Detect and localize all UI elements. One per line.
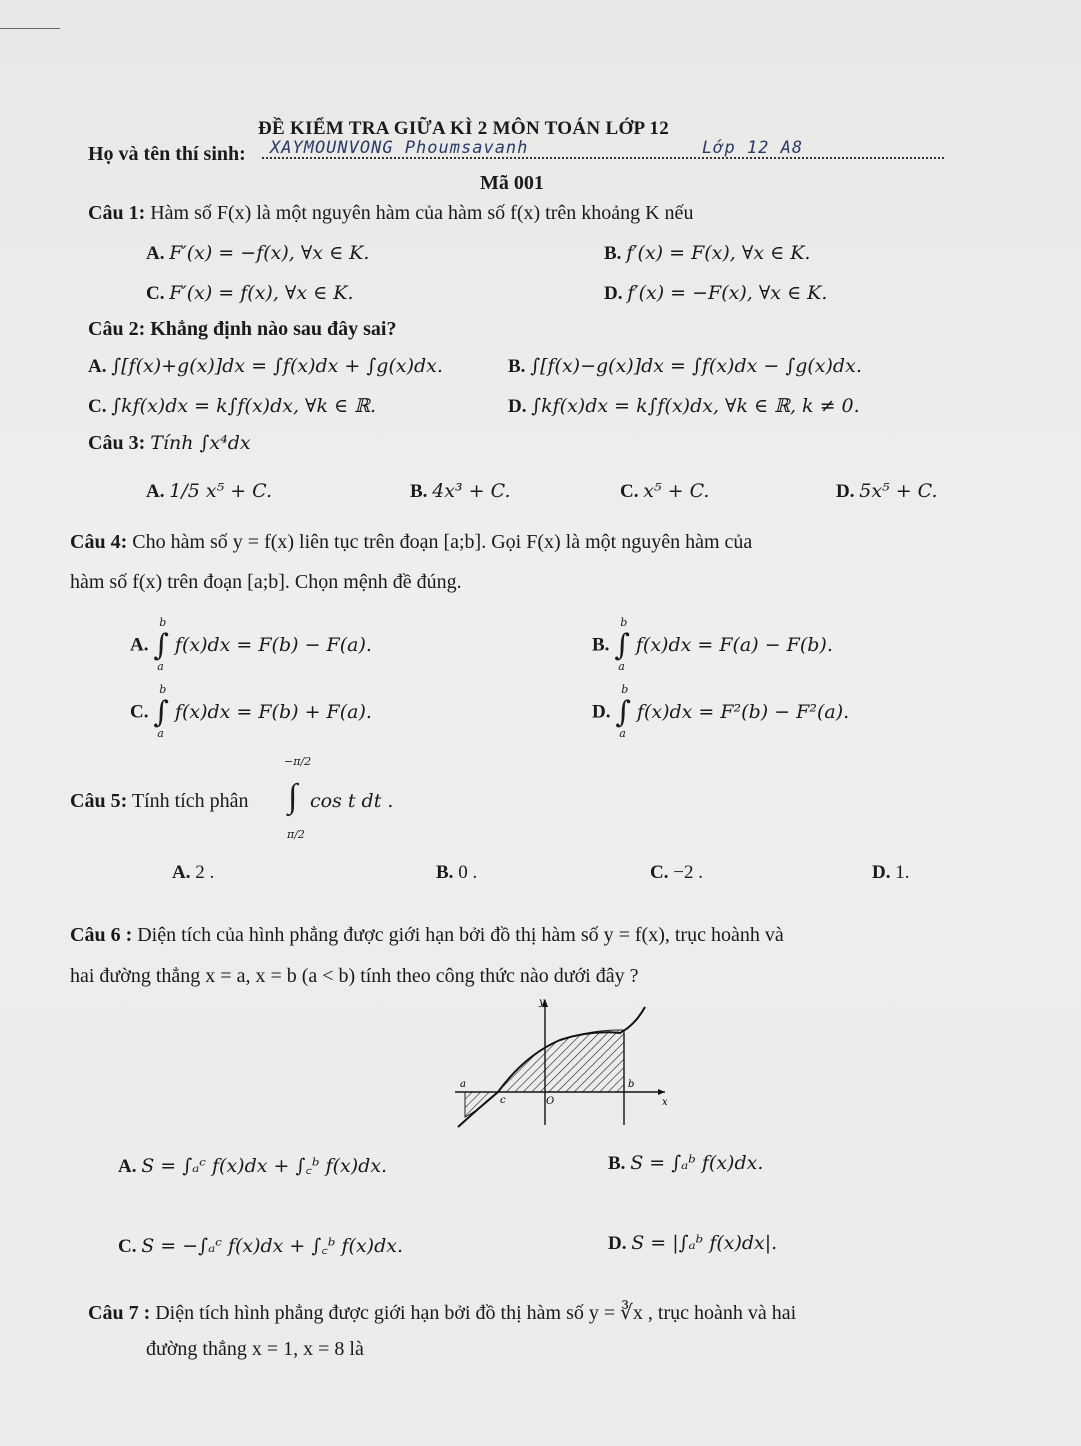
q4-text1: Cho hàm số y = f(x) liên tục trên đoạn [a;b]. Gọi F(x) là một nguyên hàm của	[132, 531, 753, 553]
q6-option-c[interactable]: C. S = −∫ₐᶜ f(x)dx + ∫꜀ᵇ f(x)dx.	[118, 1235, 403, 1257]
q3-stem	[88, 432, 251, 455]
q1-option-a[interactable]: A. F′(x) = −f(x), ∀x ∈ K.	[146, 242, 370, 264]
q7-label: Câu 7 :	[88, 1302, 151, 1324]
q4-option-c[interactable]: C. ∫ b a f(x)dx = F(b) + F(a).	[130, 683, 372, 740]
q4-label: Câu 4:	[70, 531, 128, 553]
q4-option-a[interactable]: A. ∫ b a f(x)dx = F(b) − F(a).	[130, 616, 372, 673]
q2-label: Câu 2:	[88, 318, 146, 340]
q6-label-y: y	[539, 997, 545, 1008]
q6-label-x: x	[662, 1097, 668, 1108]
q4-stem-line1	[70, 531, 752, 554]
exam-title: ĐỀ KIỂM TRA GIỮA KÌ 2 MÔN TOÁN LỚP 12	[258, 118, 670, 139]
q5-label: Câu 5:	[70, 790, 128, 812]
student-label: Họ và tên thí sinh:	[88, 143, 246, 165]
q1-option-d[interactable]: D. f′(x) = −F(x), ∀x ∈ K.	[604, 282, 828, 304]
q6-option-b[interactable]: B. S = ∫ₐᵇ f(x)dx.	[608, 1152, 764, 1174]
q3-text: Tính ∫x⁴dx	[150, 432, 251, 454]
q4-option-d[interactable]: D. ∫ b a f(x)dx = F²(b) − F²(a).	[592, 683, 850, 740]
q5-lower-limit: π/2	[287, 828, 305, 841]
q5-option-c[interactable]: C. −2 .	[650, 862, 703, 883]
q2-text: Khẳng định nào sau đây sai?	[150, 318, 397, 340]
q2-option-d[interactable]: D. ∫kf(x)dx = k∫f(x)dx, ∀k ∈ ℝ, k ≠ 0.	[508, 395, 860, 417]
q6-label-a: a	[460, 1079, 466, 1090]
class-handwritten: Lớp 12 A8	[702, 138, 804, 158]
q3-option-b[interactable]: B. 4x³ + C.	[410, 480, 511, 502]
q1-label: Câu 1:	[88, 202, 146, 224]
q6-graph	[450, 995, 680, 1130]
q6-label-o: O	[546, 1096, 555, 1107]
q6-stem-line1	[70, 924, 784, 947]
q3-option-d[interactable]: D. 5x⁵ + C.	[836, 480, 938, 502]
q5-integrand: cos t dt .	[310, 790, 394, 812]
q1-text: Hàm số F(x) là một nguyên hàm của hàm số f(x) trên khoảng K nếu	[150, 202, 694, 224]
student-name-handwritten: XAYMOUNVONG Phoumsavanh	[270, 138, 529, 158]
q6-option-d[interactable]: D. S = |∫ₐᵇ f(x)dx|.	[608, 1232, 778, 1254]
q2-option-a[interactable]: A. ∫[f(x)+g(x)]dx = ∫f(x)dx + ∫g(x)dx.	[88, 355, 443, 377]
q6-stem-line2: hai đường thẳng x = a, x = b (a < b) tính theo công thức nào dưới đây ?	[70, 965, 639, 987]
q7-stem-line2: đường thẳng x = 1, x = 8 là	[146, 1338, 364, 1360]
q4-option-b[interactable]: B. ∫ b a f(x)dx = F(a) − F(b).	[592, 616, 833, 673]
student-name-field[interactable]	[262, 140, 944, 159]
q5-option-d[interactable]: D. 1.	[872, 862, 910, 883]
q6-label-b: b	[628, 1079, 635, 1090]
q5-upper-limit: −π/2	[284, 755, 312, 768]
q5-stem	[70, 790, 249, 813]
q4-stem-line2: hàm số f(x) trên đoạn [a;b]. Chọn mệnh đề đúng.	[70, 571, 462, 593]
q5-option-a[interactable]: A. 2 .	[172, 862, 215, 883]
q3-label: Câu 3:	[88, 432, 146, 454]
q1-option-b[interactable]: B. f′(x) = F(x), ∀x ∈ K.	[604, 242, 811, 264]
q6-text1: Diện tích của hình phẳng được giới hạn bởi đồ thị hàm số y = f(x), trục hoành và	[137, 924, 784, 946]
q6-label-c: c	[500, 1095, 506, 1106]
q2-option-c[interactable]: C. ∫kf(x)dx = k∫f(x)dx, ∀k ∈ ℝ.	[88, 395, 376, 417]
q3-option-a[interactable]: A. 1/5 x⁵ + C.	[146, 480, 273, 502]
exam-code: Mã 001	[480, 172, 544, 194]
q6-label: Câu 6 :	[70, 924, 133, 946]
q7-stem-line1	[88, 1300, 796, 1325]
q5-integral-sign: ∫	[288, 778, 298, 815]
q1-option-c[interactable]: C. F′(x) = f(x), ∀x ∈ K.	[146, 282, 354, 304]
q1-stem	[88, 202, 693, 225]
q7-text1: Diện tích hình phẳng được giới hạn bởi đồ thị hàm số y = ∛x , trục hoành và hai	[155, 1302, 797, 1324]
page-edge-line	[0, 28, 60, 29]
q6-x-arrow	[658, 1089, 665, 1095]
q2-option-b[interactable]: B. ∫[f(x)−g(x)]dx = ∫f(x)dx − ∫g(x)dx.	[508, 355, 862, 377]
q6-option-a[interactable]: A. S = ∫ₐᶜ f(x)dx + ∫꜀ᵇ f(x)dx.	[118, 1155, 388, 1177]
q5-option-b[interactable]: B. 0 .	[436, 862, 478, 883]
q2-stem	[88, 318, 396, 341]
q3-option-c[interactable]: C. x⁵ + C.	[620, 480, 710, 502]
q5-text: Tính tích phân	[131, 790, 249, 812]
